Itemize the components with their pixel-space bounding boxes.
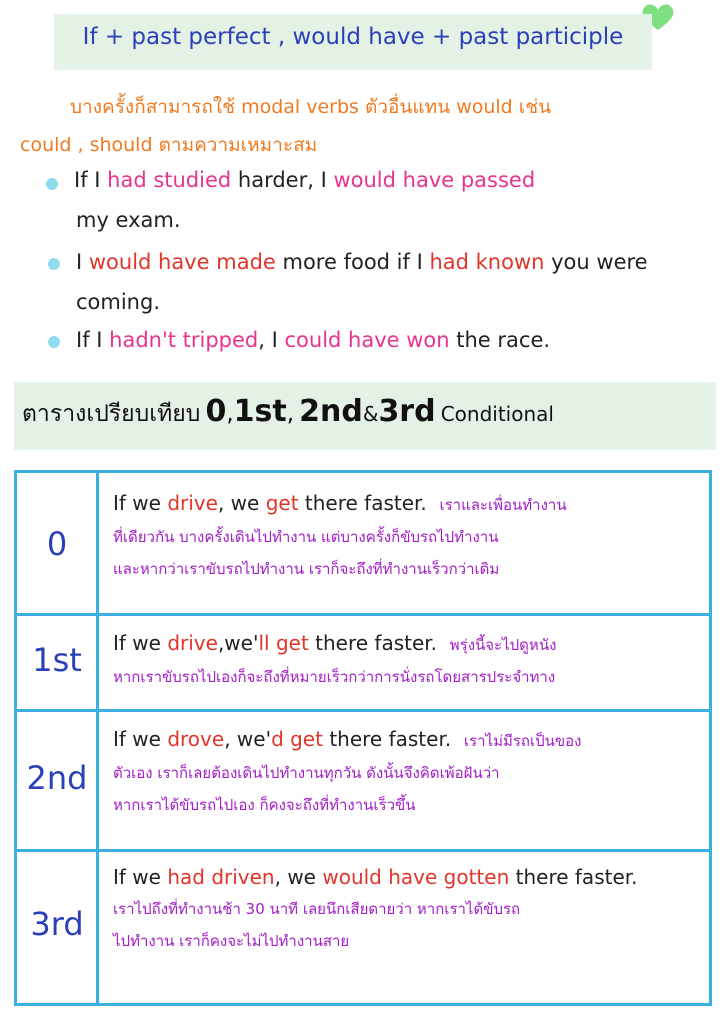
row-thai: หากเราขับรถไปเองก็จะถึงที่หมายเร็วกว่าการนั่งรถโดยสารประจำทาง [113, 668, 556, 686]
example-text: If I [76, 328, 110, 352]
compare-third: 3rd [378, 394, 436, 429]
row-thai: หากเราได้ขับรถไปเอง ก็คงจะถึงที่ทำงานเร็วขึ้น [113, 796, 416, 814]
example-1-line-1 [74, 168, 535, 192]
compare-second: 2nd [299, 394, 363, 429]
note-line-2: could , should ตามความเหมาะสม [20, 134, 318, 156]
row-content [113, 627, 703, 693]
table-row [17, 849, 709, 1003]
row-content [113, 487, 703, 585]
row-sentence: If we drive, we get there faster. เราและเพื่อนทำงาน [113, 491, 567, 515]
condition-label: 1st [32, 641, 82, 679]
row-thai: ไปทำงาน เราก็คงจะไม่ไปทำงานสาย [113, 932, 350, 950]
example-highlight: hadn't tripped [109, 328, 259, 352]
table-row [17, 709, 709, 852]
row-thai: พรุ่งนี้จะไปดูหนัง [449, 636, 557, 654]
row-content [113, 861, 703, 957]
example-2-line-2: coming. [76, 290, 160, 314]
row-thai: ที่เดียวกัน บางครั้งเดินไปทำงาน แต่บางครั้งก็ขับรถไปทำงาน [113, 528, 499, 546]
row-thai: เราไปถึงที่ทำงานช้า 30 นาที เลยนึกเสียดายว่า หากเราได้ขับรถ [113, 900, 521, 918]
condition-label: 0 [46, 525, 68, 563]
condition-label: 3rd [30, 905, 84, 943]
row-thai: และหากว่าเราขับรถไปทำงาน เราก็จะถึงที่ทำงานเร็วกว่าเดิม [113, 560, 500, 578]
compare-amp: & [362, 402, 379, 426]
example-3-line-1 [76, 328, 550, 352]
bullet-icon [48, 258, 60, 270]
condition-label: 2nd [26, 759, 88, 797]
bullet-icon [48, 336, 60, 348]
example-text: I [76, 250, 89, 274]
example-text: the race. [449, 328, 551, 352]
example-highlight: had studied [107, 168, 232, 192]
example-text: you were [544, 250, 648, 274]
compare-zero: 0 [205, 394, 227, 429]
example-highlight: could have won [284, 328, 450, 352]
comparison-table [14, 470, 712, 1006]
row-content [113, 723, 703, 821]
table-row [17, 613, 709, 712]
example-text: more food if I [275, 250, 430, 274]
example-1-line-2: my exam. [76, 208, 181, 232]
row-sentence: If we drove, we'd get there faster. เราไม่มีรถเป็นของ [113, 727, 582, 751]
example-highlight: had known [429, 250, 545, 274]
row-thai: เราและเพื่อนทำงาน [439, 496, 567, 514]
row-sentence: If we had driven, we would have gotten there faster. [113, 865, 638, 889]
example-highlight: would have passed [333, 168, 536, 192]
compare-word: Conditional [440, 402, 554, 426]
row-thai: ตัวเอง เราก็เลยต้องเดินไปทำงานทุกวัน ดังนั้นจึงคิดเพ้อฝันว่า [113, 764, 500, 782]
example-text: , I [258, 328, 285, 352]
table-row [17, 473, 709, 616]
example-text: harder, I [231, 168, 334, 192]
example-text: If I [74, 168, 108, 192]
compare-thai: ตารางเปรียบเทียบ [22, 401, 201, 427]
note-line-1: บางครั้งก็สามารถใช้ modal verbs ตัวอื่นแทน would เช่น [70, 96, 552, 118]
bullet-icon [46, 178, 58, 190]
compare-heading: ตารางเปรียบเทียบ 0,1st, 2nd&3rd Conditional [22, 394, 554, 429]
page-title: If + past perfect , would have + past participle [82, 24, 624, 50]
compare-first: 1st [233, 394, 287, 429]
example-2-line-1 [76, 250, 648, 274]
row-sentence: If we drive,we'll get there faster. พรุ่งนี้จะไปดูหนัง [113, 631, 557, 655]
example-highlight: would have made [88, 250, 276, 274]
row-thai: เราไม่มีรถเป็นของ [463, 732, 582, 750]
